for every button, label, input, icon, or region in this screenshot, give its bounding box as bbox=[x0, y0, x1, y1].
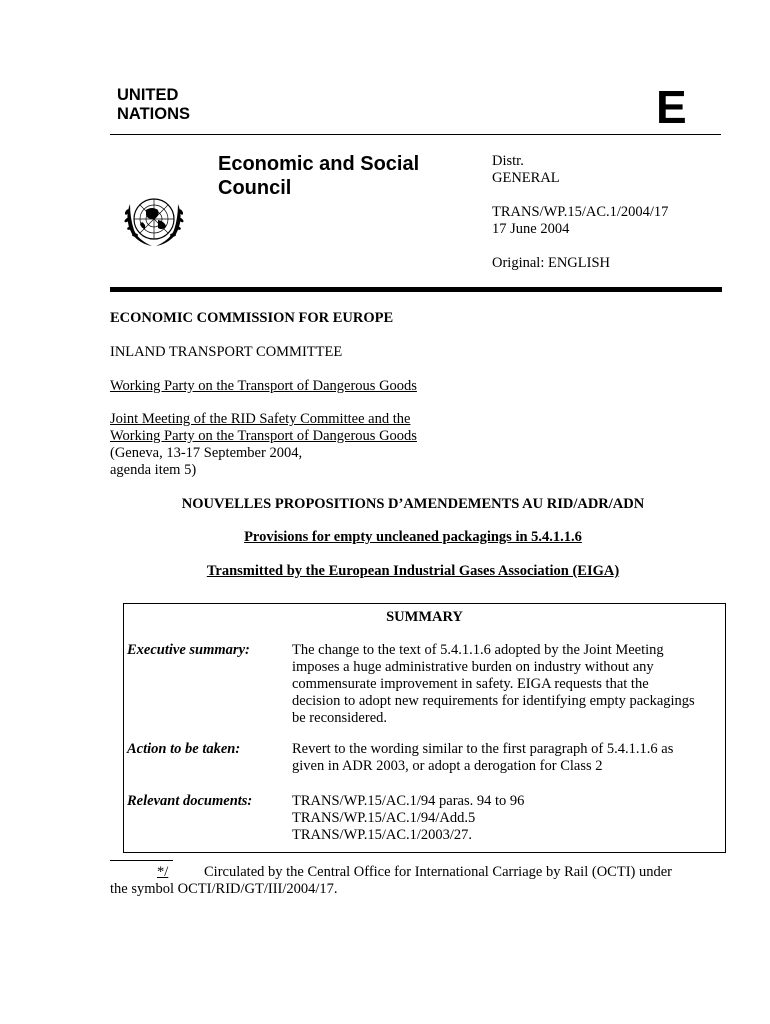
action-label: Action to be taken: bbox=[127, 741, 241, 757]
meeting-line-4: agenda item 5) bbox=[110, 462, 197, 478]
exec-line: decision to adopt new requirements for identifying empty packagings bbox=[292, 693, 695, 709]
exec-line: be reconsidered. bbox=[292, 710, 388, 726]
language-code: E bbox=[656, 81, 687, 133]
document-ref: TRANS/WP.15/AC.1/2003/27. bbox=[292, 827, 473, 843]
action-text bbox=[292, 741, 724, 775]
distr-label: Distr. bbox=[492, 153, 524, 169]
distribution-block bbox=[492, 153, 668, 272]
relevant-documents-list bbox=[292, 793, 724, 844]
distr-value: GENERAL bbox=[492, 170, 560, 186]
council-title bbox=[218, 152, 468, 200]
committee-name: INLAND TRANSPORT COMMITTEE bbox=[110, 344, 343, 360]
header-thick-rule bbox=[110, 287, 722, 292]
original-language: Original: ENGLISH bbox=[492, 255, 610, 271]
document-ref: TRANS/WP.15/AC.1/94 paras. 94 to 96 bbox=[292, 793, 525, 809]
council-line-2: Council bbox=[218, 177, 292, 199]
document-ref: TRANS/WP.15/AC.1/94/Add.5 bbox=[292, 810, 476, 826]
relevant-documents-label: Relevant documents: bbox=[127, 793, 253, 809]
footnote-rule bbox=[110, 860, 173, 861]
footnote-line-2: the symbol OCTI/RID/GT/III/2004/17. bbox=[110, 881, 338, 897]
executive-summary-label: Executive summary: bbox=[127, 642, 250, 658]
org-line-2: NATIONS bbox=[117, 105, 191, 123]
executive-summary-text bbox=[292, 642, 724, 727]
un-emblem-icon bbox=[116, 190, 192, 252]
summary-heading: SUMMARY bbox=[386, 609, 463, 625]
org-line-1: UNITED bbox=[117, 86, 179, 104]
council-line-1: Economic and Social bbox=[218, 153, 420, 175]
exec-line: imposes a huge administrative burden on industry without any bbox=[292, 659, 654, 675]
action-line: Revert to the wording similar to the first paragraph of 5.4.1.1.6 as bbox=[292, 741, 674, 757]
transmitted-by: Transmitted by the European Industrial Gases Association (EIGA) bbox=[206, 563, 620, 579]
commission-name: ECONOMIC COMMISSION FOR EUROPE bbox=[110, 310, 394, 326]
action-line: given in ADR 2003, or adopt a derogation for Class 2 bbox=[292, 758, 603, 774]
meeting-line-3: (Geneva, 13-17 September 2004, bbox=[110, 445, 303, 461]
working-party: Working Party on the Transport of Dangerous Goods bbox=[110, 378, 417, 394]
meeting-line-2: Working Party on the Transport of Dangerous Goods bbox=[110, 428, 417, 444]
footnote-marker: */ bbox=[157, 864, 169, 880]
document-title: NOUVELLES PROPOSITIONS D’AMENDEMENTS AU RID/ADR/ADN bbox=[181, 496, 645, 512]
summary-box bbox=[123, 603, 726, 853]
header-divider bbox=[110, 134, 721, 135]
exec-line: commensurate improvement in safety. EIGA requests that the bbox=[292, 676, 649, 692]
meeting-line-1: Joint Meeting of the RID Safety Committee and the bbox=[110, 411, 411, 427]
document-symbol: TRANS/WP.15/AC.1/2004/17 bbox=[492, 204, 669, 220]
document-subtitle: Provisions for empty uncleaned packagings in 5.4.1.1.6 bbox=[244, 529, 582, 545]
organization-name bbox=[117, 86, 190, 124]
exec-line: The change to the text of 5.4.1.1.6 adopted by the Joint Meeting bbox=[292, 642, 664, 658]
document-date: 17 June 2004 bbox=[492, 221, 570, 237]
footnote-line-1: Circulated by the Central Office for International Carriage by Rail (OCTI) under bbox=[204, 864, 672, 880]
